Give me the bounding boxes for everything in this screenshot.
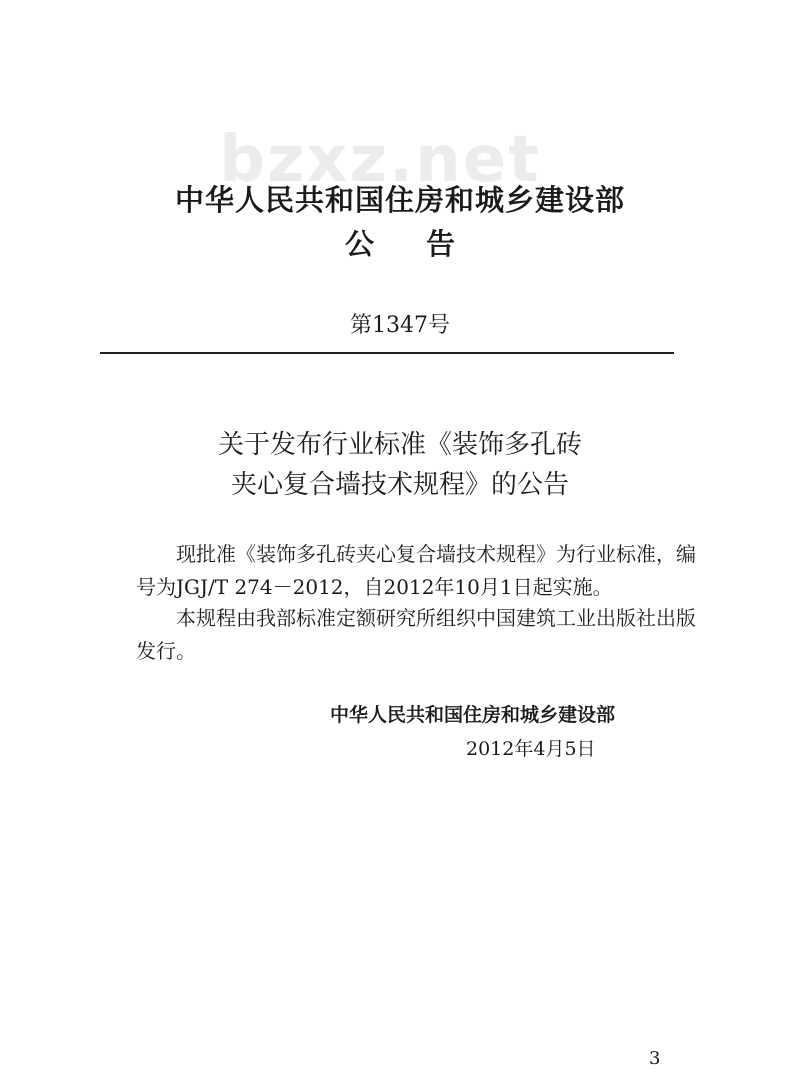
doc-number: 第1347号: [350, 313, 450, 338]
signature-issuer: 中华人民共和国住房和城乡建设部: [330, 704, 616, 726]
body-paragraph-1-line-2: 号为JGJ/T 274－2012，自2012年10月1日起实施。: [136, 575, 613, 599]
doc-type-heading: 公告: [344, 227, 507, 261]
watermark-text: bzxz.net: [219, 123, 541, 197]
issuer-heading: 中华人民共和国住房和城乡建设部: [174, 183, 625, 217]
body-paragraph-1: [136, 538, 696, 604]
body-paragraph-2-line-1: 本规程由我部标准定额研究所组织中国建筑工业出版社出版: [136, 606, 696, 630]
announcement-title-line-1: 关于发布行业标准《装饰多孔砖: [217, 430, 582, 460]
body-paragraph-2: [136, 602, 696, 668]
header-divider: [100, 352, 674, 354]
announcement-title-line-2: 夹心复合墙技术规程》的公告: [230, 470, 569, 500]
body-paragraph-2-line-2: 发行。: [136, 639, 196, 663]
page-number: 3: [649, 1048, 661, 1069]
signature-date: 2012年4月5日: [466, 738, 596, 760]
body-paragraph-1-line-1: 现批准《装饰多孔砖夹心复合墙技术规程》为行业标准，编: [136, 542, 696, 566]
